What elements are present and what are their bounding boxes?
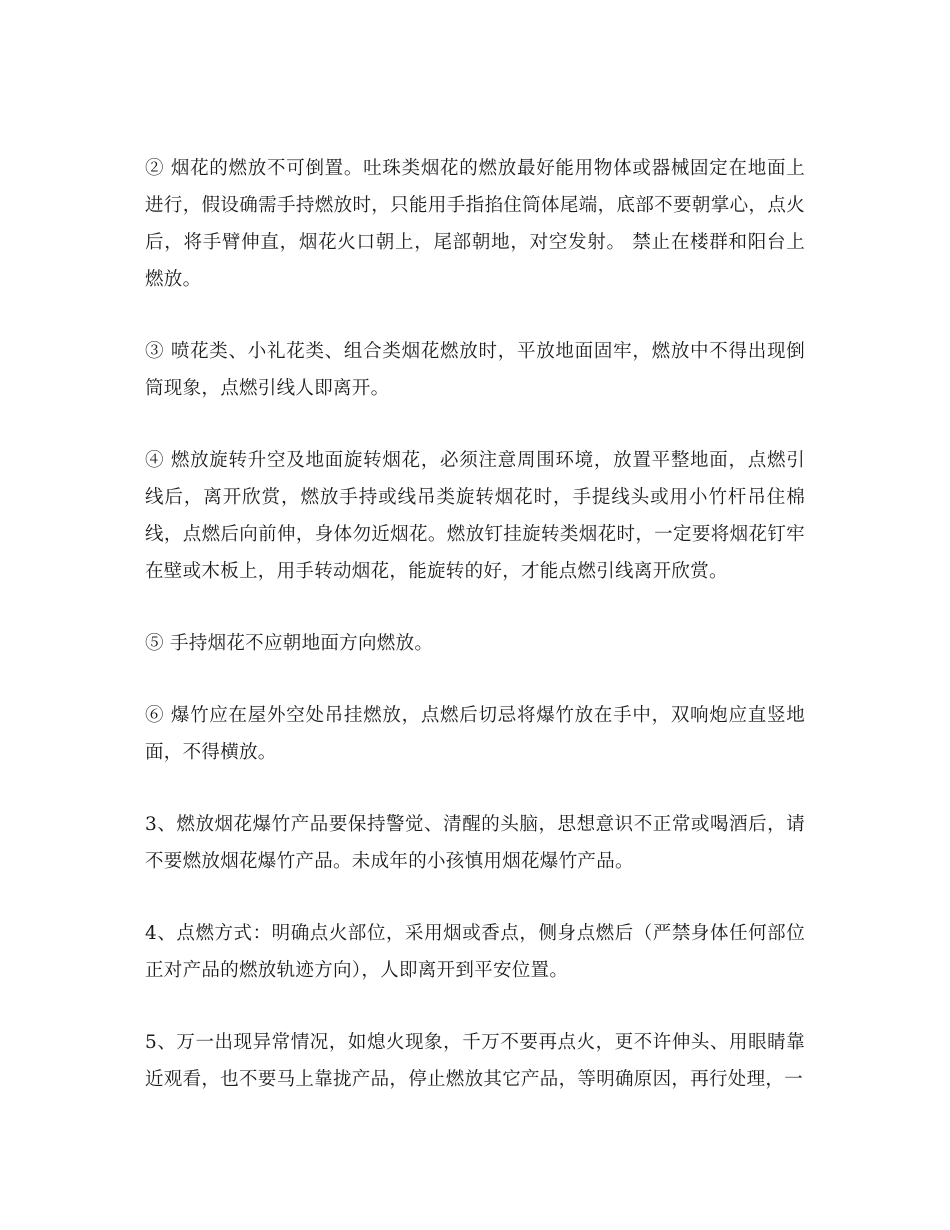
paragraph-item-5-abnormal: 5、万一出现异常情况，如熄火现象，千万不要再点火，更不许伸头、用眼睛靠近观看，也不要马上靠拢产品，停止燃放其它产品，等明确原因，再行处理，一 (145, 1032, 805, 1090)
paragraph-item-4-ignition: 4、点燃方式：明确点火部位，采用烟或香点，侧身点燃后（严禁身体任何部位正对产品的燃放轨迹方向），人即离开到平安位置。 (145, 923, 805, 981)
paragraph-6-firecrackers: ⑥ 爆竹应在屋外空处吊挂燃放，点燃后切忌将爆竹放在手中，双响炮应直竖地面，不得横放。 (145, 705, 805, 763)
paragraph-item-3-alertness: 3、燃放烟花爆竹产品要保持警觉、清醒的头脑，思想意识不正常或喝酒后，请不要燃放烟花爆竹产品。未成年的小孩慎用烟花爆竹产品。 (145, 814, 805, 872)
document-body (145, 150, 805, 1133)
paragraph-4-rotating-fireworks: ④ 燃放旋转升空及地面旋转烟花，必须注意周围环境，放置平整地面，点燃引线后，离开欣赏，燃放手持或线吊类旋转烟花时，手提线头或用小竹杆吊住棉线，点燃后向前伸，身体勿近烟花。燃放钉挂旋转类烟花时，一定要将烟花钉牢在壁或木板上，用手转动烟花，能旋转的好，才能点燃引线离开欣赏。 (145, 450, 805, 582)
paragraph-2-inversion: ② 烟花的燃放不可倒置。吐珠类烟花的燃放最好能用物体或器械固定在地面上进行，假设确需手持燃放时，只能用手指掐住筒体尾端，底部不要朝掌心，点火后，将手臂伸直，烟花火口朝上，尾部朝地，对空发射。 禁止在楼群和阳台上燃放。 (145, 158, 805, 290)
paragraph-3-ground-fireworks: ③ 喷花类、小礼花类、组合类烟花燃放时，平放地面固牢，燃放中不得出现倒筒现象，点燃引线人即离开。 (145, 341, 805, 399)
paragraph-5-handheld: ⑤ 手持烟花不应朝地面方向燃放。 (145, 633, 434, 654)
